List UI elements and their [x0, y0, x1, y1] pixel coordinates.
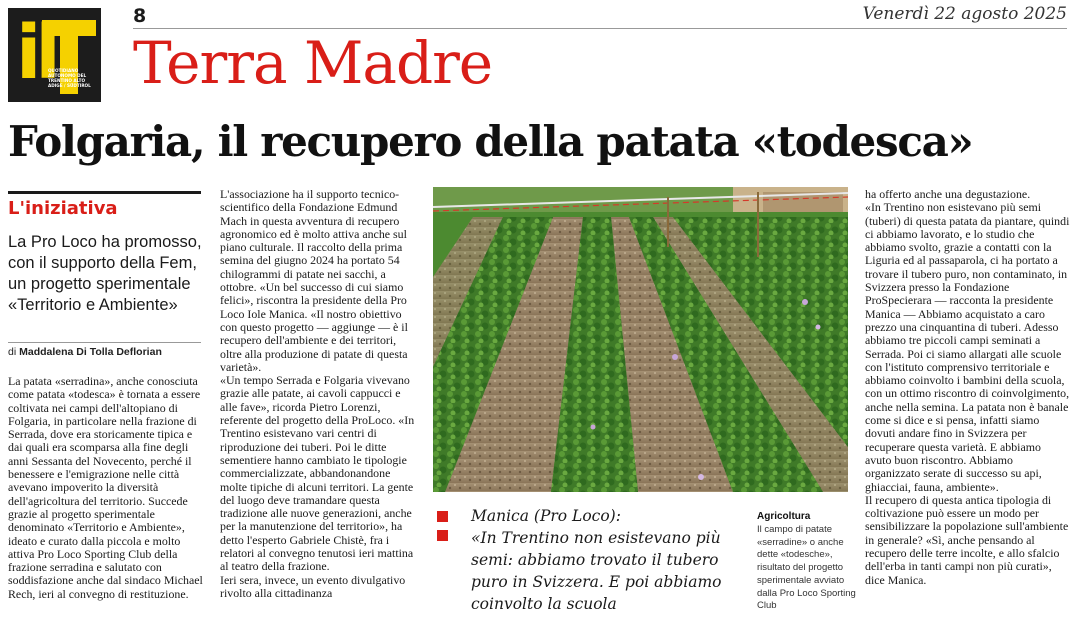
pull-quote-text: «In Trentino non esistevano più semi: abbiamo trovato il tubero puro in Svizzera. E poi abbiamo coinvolto la scuola	[471, 529, 722, 613]
byline	[8, 346, 162, 358]
potato-field-photo	[433, 187, 848, 492]
sidebar-divider	[8, 191, 201, 194]
paragraph: «Un tempo Serrada e Folgaria vivevano grazie alle patate, ai cavoli cappucci e alle fave», ricorda Pietro Lorenzi, referente del progetto della ProLoco. «In Trentino esistevano vari centri di riproduzione dei tuberi. Poi le ditte sementiere hanno cambiato le tipologie commercializzate, abbandonandone molte tipiche di alcuni territori. La gente del luogo deve tramandare questa tradizione alle nuove generazioni, anche per la manutenzione del territorio», ha detto l'esperto Gabriele Chistè, fra i relatori al convegno tenutosi ieri mattina al teatro della frazione.	[220, 373, 415, 574]
logo-letters: il	[16, 10, 55, 96]
article-column-3	[865, 188, 1070, 587]
section-title: Terra Madre	[133, 29, 493, 97]
photo-caption: Il campo di patate «serradine» o anche dette «todesche», risultato del progetto sperimentale avviato dalla Pro Loco Sporting Club	[757, 524, 856, 612]
quote-bullet	[437, 530, 448, 541]
paragraph: L'associazione ha il supporto tecnico-scientifico della Fondazione Edmund Mach in questa avventura di recupero agronomico ed è molto attiva anche sul piano culturale. Il raccolto della prima semina del giugno 2024 ha portato 54 chilogrammi di patate nei sacchi, a ottobre. «Un bel successo di cui siamo felici», riscontra la presidente della Pro Loco Iole Manica. «Il nostro obiettivo con questo progetto — aggiunge — è il recupero dell'ambiente e dei territori, oltre alla produzione di patate di questa varietà».	[220, 187, 408, 374]
issue-date: Venerdì 22 agosto 2025	[862, 4, 1067, 24]
caption-title: Agricoltura	[757, 511, 811, 522]
author-name: Maddalena Di Tolla Deflorian	[19, 346, 162, 358]
kicker: L'iniziativa	[8, 198, 118, 219]
article-column-2	[220, 188, 420, 600]
paragraph: Ieri sera, invece, un evento divulgativo rivolto alla cittadinanza	[220, 572, 406, 600]
potato-field-illustration	[433, 187, 848, 492]
quote-bullet	[437, 511, 448, 522]
paragraph: «In Trentino non esistevano più semi (tuberi) di questa patata da piantare, quindi ci abbiamo lavorato, e lo studio che abbiamo svolto, grazie a contatti con la Liguria ed al passaparola, ci ha portato a trovare il tubero puro, non contaminato, in Svizzera presso la Fondazione ProSpecierara — racconta la presidente Manica — Abbiamo acquistato a caro prezzo una cinquantina di tuberi. Adesso abbiamo tre piccoli campi seminati a Serrada. Poi ci siamo allargati alle scuole con l'istituto comprensivo territoriale e abbiamo coinvolto i bambini della scuola, con un ottimo riscontro di coinvolgimento, anche nella semina. La patata non è banale come si dice e si pensa, infatti siamo dovuti andare fino in Svizzera per recuperare questa varietà. E abbiamo avuto buon riscontro. Abbiamo organizzato serate di successo su api, ghiacciai, fauna, ambiente».	[865, 200, 1070, 494]
byline-divider	[8, 342, 201, 343]
page-number: 8	[133, 5, 147, 27]
byline-prefix: di	[8, 346, 17, 358]
headline: Folgaria, il recupero della patata «todesca»	[8, 117, 973, 166]
article-column-1	[8, 375, 208, 601]
summary: La Pro Loco ha promosso, con il supporto della Fem, un progetto sperimentale «Territorio e Ambiente»	[8, 233, 202, 314]
logo-tagline: QUOTIDIANO AUTONOMO DEL TRENTINO ALTO ADIGE / SÜDTIROL	[48, 68, 91, 88]
paragraph: ha offerto anche una degustazione.	[865, 187, 1031, 201]
paragraph: La patata «serradina», anche conosciuta come patata «todesca» è tornata a essere coltivata nei campi dell'altopiano di Folgaria, in particolare nella frazione di Serrada, dove era storicamente tipica e dai quali era scomparsa alla fine degli anni Sessanta del Novecento, perché il benessere e l'emigrazione nelle città avevano impoverito la diversità dell'agricoltura del territorio. Succede grazie al progetto sperimentale denominato «Territorio e Ambiente», ideato e curato dalla piccola e molto attiva Pro Loco Sporting Club della frazione serradina e salutato con soddisfazione anche dal sindaco Michael Rech, ieri al convegno di restituzione.	[8, 374, 203, 601]
pull-quote-attribution: Manica (Pro Loco):	[471, 507, 621, 525]
newspaper-logo	[8, 8, 101, 102]
pull-quote	[471, 505, 751, 615]
paragraph: Il recupero di questa antica tipologia di coltivazione può essere un modo per sensibilizzare la popolazione sull'ambiente in generale? «Sì, anche pensando al recupero delle terre incolte, e allo sfalcio dell'erba in tanti campi non più curati», dice Manica.	[865, 492, 1069, 587]
